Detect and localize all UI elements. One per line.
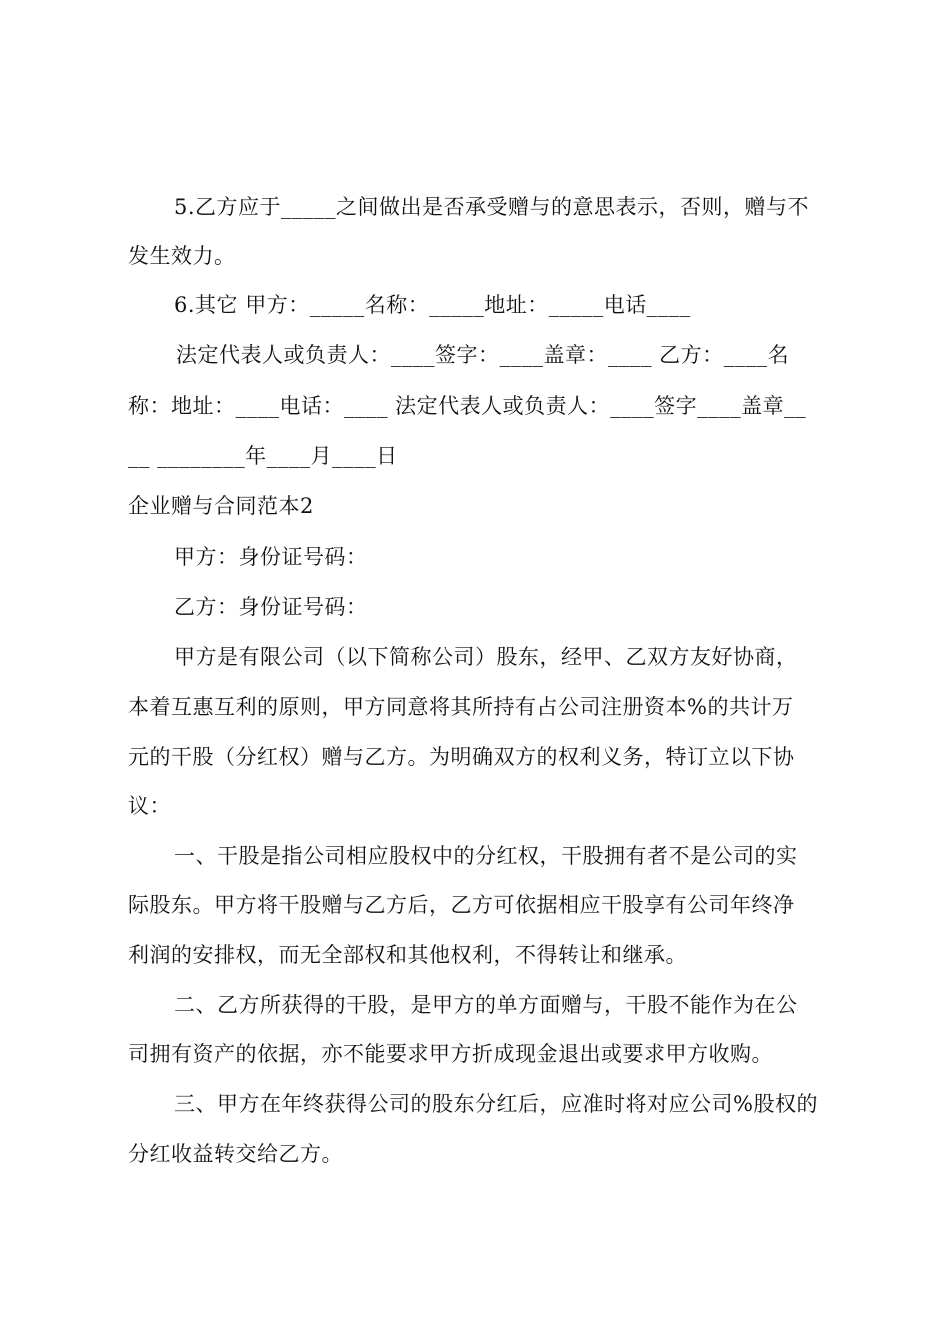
party-b-id: 乙方：身份证号码： — [174, 595, 368, 619]
signature-line-1: 法定代表人或负责人：____签字：____盖章：____ 乙方：____名 — [176, 343, 790, 367]
preamble-line-3: 元的干股（分红权）赠与乙方。为明确双方的权利义务，特订立以下协 — [128, 745, 795, 769]
date-line: __ ________年____月____日 — [128, 444, 398, 468]
clause-5-line-1: 5.乙方应于_____之间做出是否承受赠与的意思表示，否则，赠与不 — [174, 195, 810, 219]
article-3-line-1: 三、甲方在年终获得公司的股东分红后，应准时将对应公司%股权的 — [174, 1092, 818, 1116]
preamble-line-4: 议： — [128, 794, 171, 818]
preamble-line-1: 甲方是有限公司（以下简称公司）股东，经甲、乙双方友好协商， — [174, 645, 798, 669]
article-1-line-2: 际股东。甲方将干股赠与乙方后，乙方可依据相应干股享有公司年终净 — [128, 893, 795, 917]
clause-6-line-1: 6.其它 甲方：_____名称：_____地址：_____电话____ — [174, 293, 691, 317]
preamble-line-2: 本着互惠互利的原则，甲方同意将其所持有占公司注册资本%的共计万 — [128, 695, 794, 719]
article-3-line-2: 分红收益转交给乙方。 — [128, 1142, 343, 1166]
article-1-line-3: 利润的安排权，而无全部权和其他权利，不得转让和继承。 — [128, 943, 687, 967]
party-a-id: 甲方：身份证号码： — [174, 545, 368, 569]
clause-5-line-2: 发生效力。 — [128, 244, 236, 268]
article-2-line-2: 司拥有资产的依据，亦不能要求甲方折成现金退出或要求甲方收购。 — [128, 1042, 773, 1066]
article-1-line-1: 一、干股是指公司相应股权中的分红权，干股拥有者不是公司的实 — [174, 844, 798, 868]
section-title: 企业赠与合同范本2 — [128, 494, 314, 518]
article-2-line-1: 二、乙方所获得的干股，是甲方的单方面赠与，干股不能作为在公 — [174, 993, 798, 1017]
signature-line-2: 称：地址：____电话：____ 法定代表人或负责人：____签字____盖章__ — [128, 394, 807, 418]
